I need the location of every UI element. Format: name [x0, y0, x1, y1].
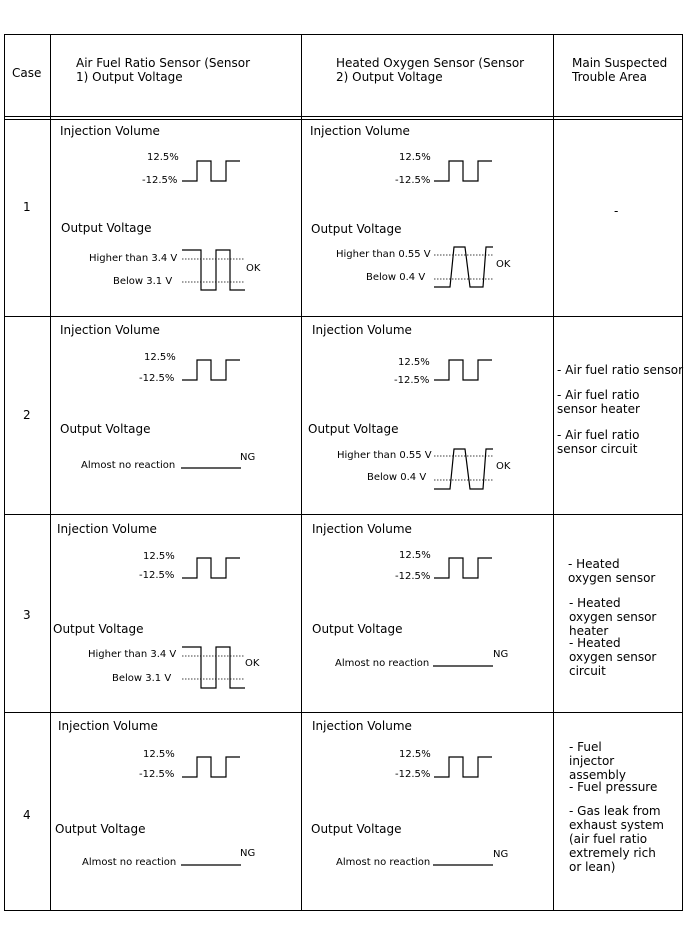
injection-volume-title: Injection Volume	[60, 323, 160, 337]
injection-volume-title: Injection Volume	[312, 323, 412, 337]
afr-high-label: Higher than 3.4 V	[88, 649, 177, 660]
output-voltage-title: Output Voltage	[55, 822, 146, 836]
output-voltage-title: Output Voltage	[311, 822, 402, 836]
trouble-item: - Heated oxygen sensor circuit	[569, 636, 657, 678]
case-number: 3	[23, 608, 31, 622]
injection-high-label: 12.5%	[147, 152, 179, 163]
injection-high-label: 12.5%	[144, 352, 176, 363]
case-number: 2	[23, 408, 31, 422]
case-number: 1	[23, 200, 31, 214]
injection-volume-title: Injection Volume	[58, 719, 158, 733]
output-voltage-title: Output Voltage	[53, 622, 144, 636]
output-voltage-title: Output Voltage	[61, 221, 152, 235]
result-label: OK	[496, 461, 511, 472]
trouble-item: - Air fuel ratio sensor heater	[557, 388, 640, 416]
result-label: OK	[496, 259, 511, 270]
ho2-high-label: Higher than 0.55 V	[336, 249, 431, 260]
injection-waveform	[182, 558, 240, 578]
trouble-item: - Heated oxygen sensor	[568, 557, 656, 585]
injection-volume-title: Injection Volume	[60, 124, 160, 138]
afr-low-label: Below 3.1 V	[113, 276, 173, 287]
injection-high-label: 12.5%	[398, 357, 430, 368]
injection-high-label: 12.5%	[399, 550, 431, 561]
trouble-item: - Fuel injector assembly	[569, 740, 626, 782]
output-voltage-title: Output Voltage	[311, 222, 402, 236]
result-label: OK	[246, 263, 261, 274]
injection-waveform	[182, 757, 240, 777]
injection-waveform	[434, 757, 492, 777]
injection-waveform	[434, 161, 492, 181]
trouble-item: - Air fuel ratio sensor	[557, 363, 684, 377]
no-reaction-label: Almost no reaction	[336, 857, 431, 868]
injection-low-label: -12.5%	[395, 571, 431, 582]
output-voltage-title: Output Voltage	[312, 622, 403, 636]
injection-low-label: -12.5%	[139, 373, 175, 384]
case-number: 4	[23, 808, 31, 822]
injection-volume-title: Injection Volume	[310, 124, 410, 138]
header-afr-sensor: Air Fuel Ratio Sensor (Sensor 1) Output Voltage	[76, 56, 251, 84]
ho2-low-label: Below 0.4 V	[367, 472, 427, 483]
injection-low-label: -12.5%	[139, 570, 175, 581]
injection-high-label: 12.5%	[399, 749, 431, 760]
afr-output-waveform	[182, 647, 245, 688]
injection-waveform	[182, 161, 240, 181]
injection-low-label: -12.5%	[395, 769, 431, 780]
injection-low-label: -12.5%	[142, 175, 178, 186]
result-label: NG	[240, 452, 256, 463]
no-reaction-label: Almost no reaction	[335, 658, 430, 669]
injection-low-label: -12.5%	[139, 769, 175, 780]
no-reaction-label: Almost no reaction	[82, 857, 177, 868]
trouble-item: -	[614, 204, 619, 218]
injection-waveform	[434, 360, 492, 380]
ho2-high-label: Higher than 0.55 V	[337, 450, 432, 461]
injection-volume-title: Injection Volume	[312, 522, 412, 536]
output-voltage-title: Output Voltage	[308, 422, 399, 436]
trouble-item: - Heated oxygen sensor heater	[569, 596, 657, 638]
injection-high-label: 12.5%	[143, 749, 175, 760]
no-reaction-label: Almost no reaction	[81, 460, 176, 471]
header-case: Case	[12, 66, 42, 80]
afr-high-label: Higher than 3.4 V	[89, 253, 178, 264]
injection-high-label: 12.5%	[399, 152, 431, 163]
injection-volume-title: Injection Volume	[312, 719, 412, 733]
injection-high-label: 12.5%	[143, 551, 175, 562]
ho2-output-waveform	[434, 247, 493, 287]
result-label: NG	[240, 848, 256, 859]
ho2-low-label: Below 0.4 V	[366, 272, 426, 283]
injection-low-label: -12.5%	[394, 375, 430, 386]
header-trouble-area: Main Suspected Trouble Area	[572, 56, 668, 84]
result-label: OK	[245, 658, 260, 669]
afr-output-waveform	[182, 250, 245, 290]
result-label: NG	[493, 849, 509, 860]
output-voltage-title: Output Voltage	[60, 422, 151, 436]
injection-waveform	[182, 360, 240, 380]
ho2-output-waveform	[434, 449, 493, 489]
afr-low-label: Below 3.1 V	[112, 673, 172, 684]
trouble-item: - Fuel pressure	[569, 780, 658, 794]
result-label: NG	[493, 649, 509, 660]
trouble-item: - Air fuel ratio sensor circuit	[557, 428, 640, 456]
injection-waveform	[434, 558, 492, 578]
trouble-item: - Gas leak from exhaust system (air fuel ratio extremely rich or lean)	[569, 804, 664, 874]
header-ho2-sensor: Heated Oxygen Sensor (Sensor 2) Output Voltage	[336, 56, 525, 84]
injection-volume-title: Injection Volume	[57, 522, 157, 536]
injection-low-label: -12.5%	[395, 175, 431, 186]
